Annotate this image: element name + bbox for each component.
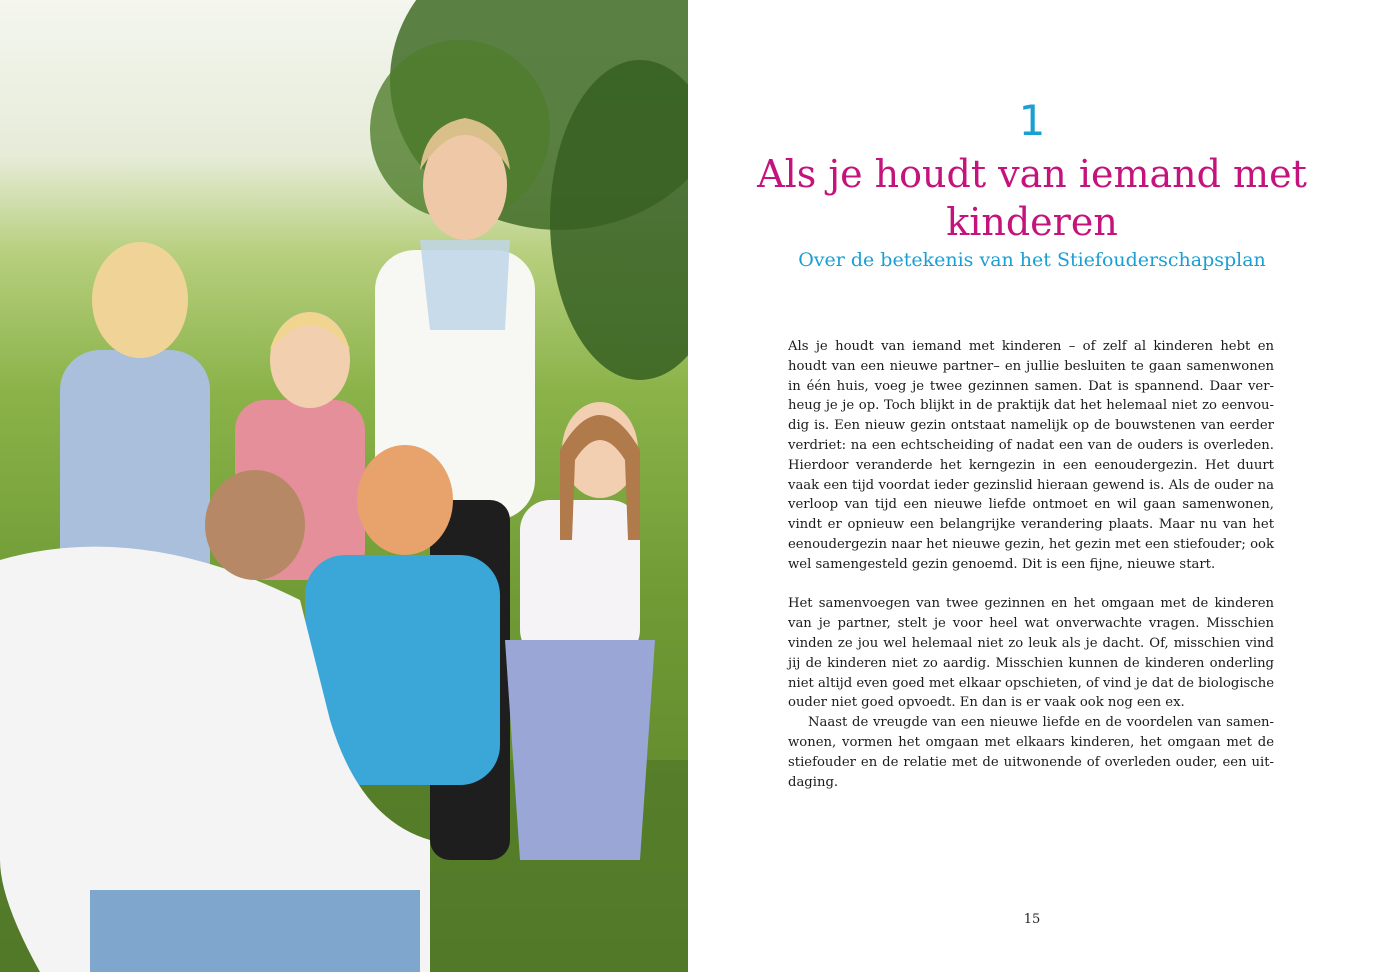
paragraph-3: Naast de vreugde van een nieuwe liefde en de voordelen van samenwonen, vormen het omgaan met elkaars kinderen, het omgaan met de stiefouder en de relatie met de uitwonende of overleden ouder, een uitdaging. <box>788 715 1274 790</box>
chapter-subtitle: Over de betekenis van het Stiefouderschapsplan <box>798 249 1266 271</box>
paragraph-1: Als je houdt van iemand met kinderen – of zelf al kinderen hebt en houdt van een nieuwe partner– en jullie besluiten te gaan samenwonen in één huis, voeg je twee gezinnen samen. Dat is spannend. Daar verheug je je op. Toch blijkt in de praktijk dat het helemaal niet zo eenvoudig is. Een nieuw gezin ontstaat namelijk op de bouwstenen van eerder verdriet: na een echtscheiding of nadat een van de ouders is overleden. Hierdoor veranderde het kerngezin in een eenoudergezin. Het duurt vaak een tijd voordat ieder gezinslid hieraan gewend is. Als de ouder na verloop van tijd een nieuwe liefde ontmoet en wil gaan samenwonen, vindt er opnieuw een belangrijke verandering plaats. Maar nu van het eenoudergezin naar het nieuwe gezin, het gezin met een stiefouder; ook wel samengesteld gezin genoemd. Dit is een fijne, nieuwe start. <box>788 339 1274 572</box>
text-page <box>688 0 1376 972</box>
body-text <box>788 337 1274 792</box>
page-number: 15 <box>1023 912 1041 927</box>
chapter-title: Als je houdt van iemand met kinderen <box>757 152 1307 244</box>
chapter-number: 1 <box>1018 96 1046 145</box>
paragraph-2: Het samenvoegen van twee gezinnen en het omgaan met de kinderen van je partner, stelt je voor heel wat onverwachte vragen. Misschien vinden ze jou wel helemaal niet zo leuk als je dacht. Of, misschien vind jij de kinderen niet zo aardig. Misschien kunnen de kinderen onderling niet altijd even goed met elkaar opschieten, of vind je dat de biologische ouder niet goed opvoedt. En dan is er vaak ook nog een ex. <box>788 596 1274 711</box>
